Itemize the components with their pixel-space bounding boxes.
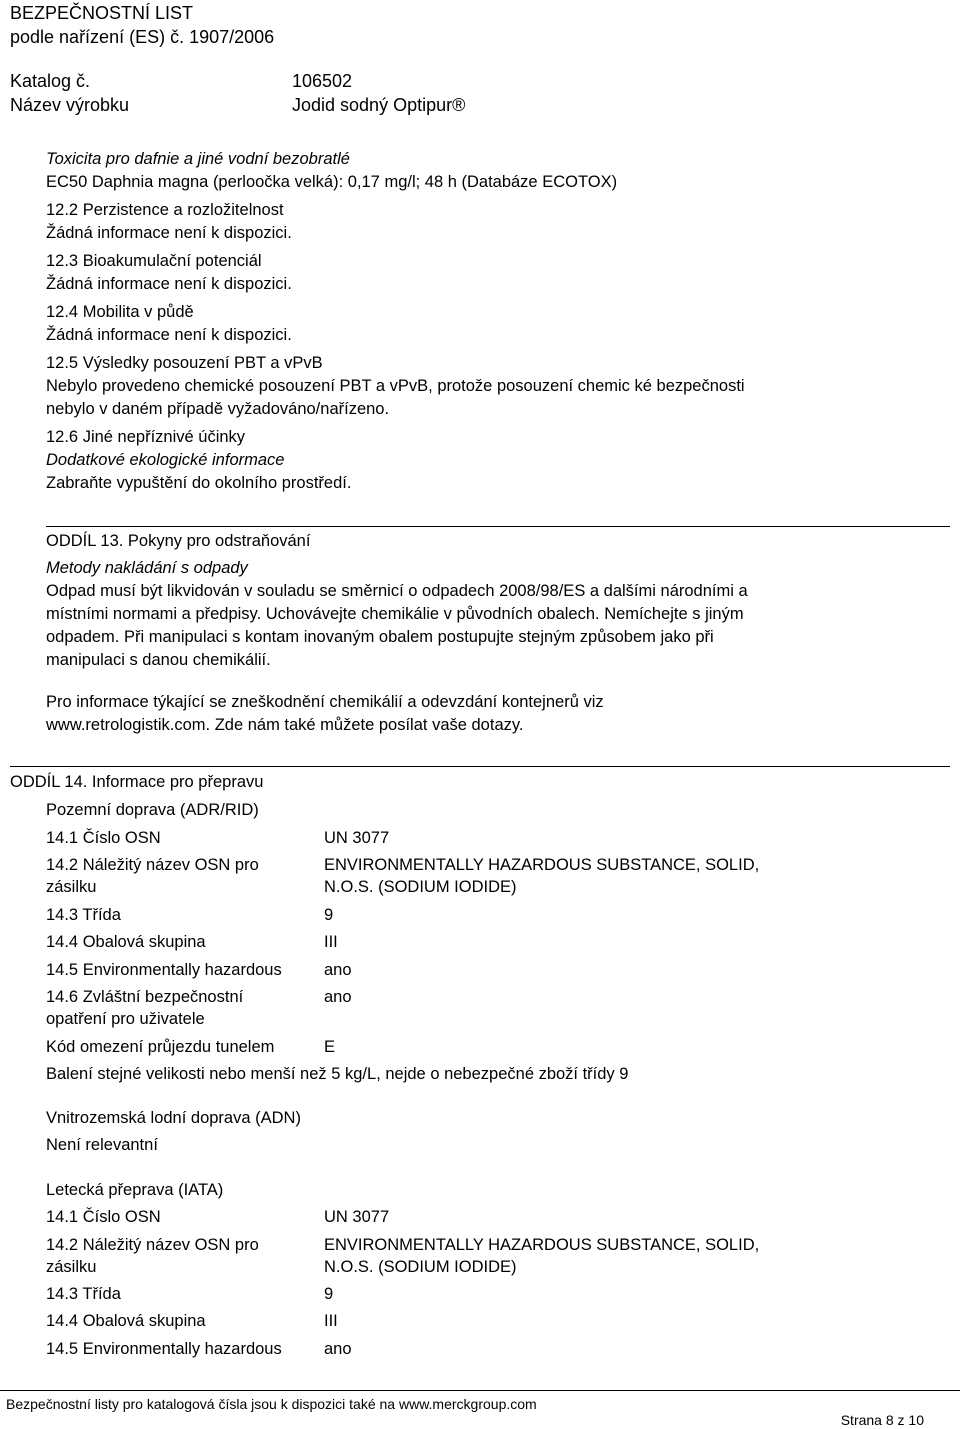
- road-row-label: 14.5 Environmentally hazardous: [46, 961, 282, 979]
- road-row-label-cont: opatření pro uživatele: [46, 1010, 205, 1028]
- text-12-5-line1: Nebylo provedeno chemické posouzení PBT a vPvB, protože posouzení chemic ké bezpečnosti: [46, 377, 745, 395]
- road-transport-title: Pozemní doprava (ADR/RID): [46, 801, 259, 819]
- road-row-value: ano: [324, 988, 352, 1006]
- section-13-heading: ODDÍL 13. Pokyny pro odstraňování: [46, 532, 311, 550]
- air-row-label: 14.4 Obalová skupina: [46, 1312, 206, 1330]
- road-row-value: ENVIRONMENTALLY HAZARDOUS SUBSTANCE, SOLID,: [324, 856, 760, 874]
- text-12-4: Žádná informace není k dispozici.: [46, 326, 292, 344]
- air-row-label-cont: zásilku: [46, 1258, 97, 1276]
- section-14-rule: [10, 766, 950, 767]
- road-row-label: 14.4 Obalová skupina: [46, 933, 206, 951]
- disposal-text-line2: místními normami a předpisy. Uchovávejte chemikálie v původních obalech. Nemíchejte s jiným: [46, 605, 744, 623]
- regulation-subtitle: podle nařízení (ES) č. 1907/2006: [10, 27, 275, 47]
- section-14-heading: ODDÍL 14. Informace pro přepravu: [10, 773, 264, 791]
- tunnel-code-label: Kód omezení průjezdu tunelem: [46, 1038, 275, 1056]
- road-row-label: 14.3 Třída: [46, 906, 121, 924]
- heading-12-4: 12.4 Mobilita v půdě: [46, 303, 194, 321]
- road-row-value: III: [324, 933, 338, 951]
- road-row-value: UN 3077: [324, 829, 390, 847]
- text-12-6: Zabraňte vypuštění do okolního prostředí.: [46, 474, 352, 492]
- road-row-value: ano: [324, 961, 352, 979]
- road-row-label: 14.6 Zvláštní bezpečnostní: [46, 988, 244, 1006]
- road-row-value: 9: [324, 906, 334, 924]
- air-row-label: 14.2 Náležitý název OSN pro: [46, 1236, 259, 1254]
- heading-12-5: 12.5 Výsledky posouzení PBT a vPvB: [46, 354, 323, 372]
- disposal-text-line1: Odpad musí být likvidován v souladu se směrnicí o odpadech 2008/98/ES a dalšími národními a: [46, 582, 748, 600]
- section-13-subheading: Metody nakládání s odpady: [46, 559, 248, 577]
- footer-rule: [0, 1390, 960, 1391]
- footer-note: Bezpečnostní listy pro katalogová čísla jsou k dispozici také na www.merckgroup.com: [6, 1396, 537, 1412]
- inland-transport-text: Není relevantní: [46, 1136, 158, 1154]
- disposal-info-line2: www.retrologistik.com. Zde nám také můžete posílat vaše dotazy.: [46, 716, 524, 734]
- tunnel-code-value: E: [324, 1038, 336, 1056]
- product-label: Název výrobku: [10, 95, 130, 115]
- road-row-label: 14.2 Náležitý název OSN pro: [46, 856, 259, 874]
- air-row-label: 14.3 Třída: [46, 1285, 121, 1303]
- text-12-5-line2: nebylo v daném případě vyžadováno/nařízeno.: [46, 400, 390, 418]
- air-row-value-cont: N.O.S. (SODIUM IODIDE): [324, 1258, 517, 1276]
- heading-12-3: 12.3 Bioakumulační potenciál: [46, 252, 262, 270]
- catalog-value: 106502: [292, 71, 353, 91]
- air-row-value: ENVIRONMENTALLY HAZARDOUS SUBSTANCE, SOLID,: [324, 1236, 760, 1254]
- catalog-label: Katalog č.: [10, 71, 91, 91]
- packaging-note: Balení stejné velikosti nebo menší než 5 kg/L, nejde o nebezpečné zboží třídy 9: [46, 1065, 629, 1083]
- heading-12-2: 12.2 Perzistence a rozložitelnost: [46, 201, 284, 219]
- disposal-text-line4: manipulaci s danou chemikálií.: [46, 651, 271, 669]
- air-transport-title: Letecká přeprava (IATA): [46, 1181, 224, 1199]
- product-value: Jodid sodný Optipur®: [292, 95, 466, 115]
- daphnia-title: Toxicita pro dafnie a jiné vodní bezobratlé: [46, 150, 350, 168]
- page-number: Strana 8 z 10: [840, 1412, 924, 1428]
- road-row-label: 14.1 Číslo OSN: [46, 829, 161, 847]
- subheading-12-6: Dodatkové ekologické informace: [46, 451, 285, 469]
- text-12-3: Žádná informace není k dispozici.: [46, 275, 292, 293]
- inland-transport-title: Vnitrozemská lodní doprava (ADN): [46, 1109, 301, 1127]
- document-title: BEZPEČNOSTNÍ LIST: [10, 3, 194, 23]
- air-row-value: 9: [324, 1285, 334, 1303]
- section-13-rule: [46, 526, 950, 527]
- heading-12-6: 12.6 Jiné nepříznivé účinky: [46, 428, 246, 446]
- air-row-value: ano: [324, 1340, 352, 1358]
- daphnia-value: EC50 Daphnia magna (perloočka velká): 0,17 mg/l; 48 h (Databáze ECOTOX): [46, 173, 618, 191]
- road-row-label-cont: zásilku: [46, 878, 97, 896]
- air-row-label: 14.1 Číslo OSN: [46, 1208, 161, 1226]
- text-12-2: Žádná informace není k dispozici.: [46, 224, 292, 242]
- air-row-value: III: [324, 1312, 338, 1330]
- air-row-label: 14.5 Environmentally hazardous: [46, 1340, 282, 1358]
- road-row-value-cont: N.O.S. (SODIUM IODIDE): [324, 878, 517, 896]
- disposal-info-line1: Pro informace týkající se zneškodnění chemikálií a odevzdání kontejnerů viz: [46, 693, 604, 711]
- air-row-value: UN 3077: [324, 1208, 390, 1226]
- disposal-text-line3: odpadem. Při manipulaci s kontam inovaným obalem postupujte stejným způsobem jako při: [46, 628, 714, 646]
